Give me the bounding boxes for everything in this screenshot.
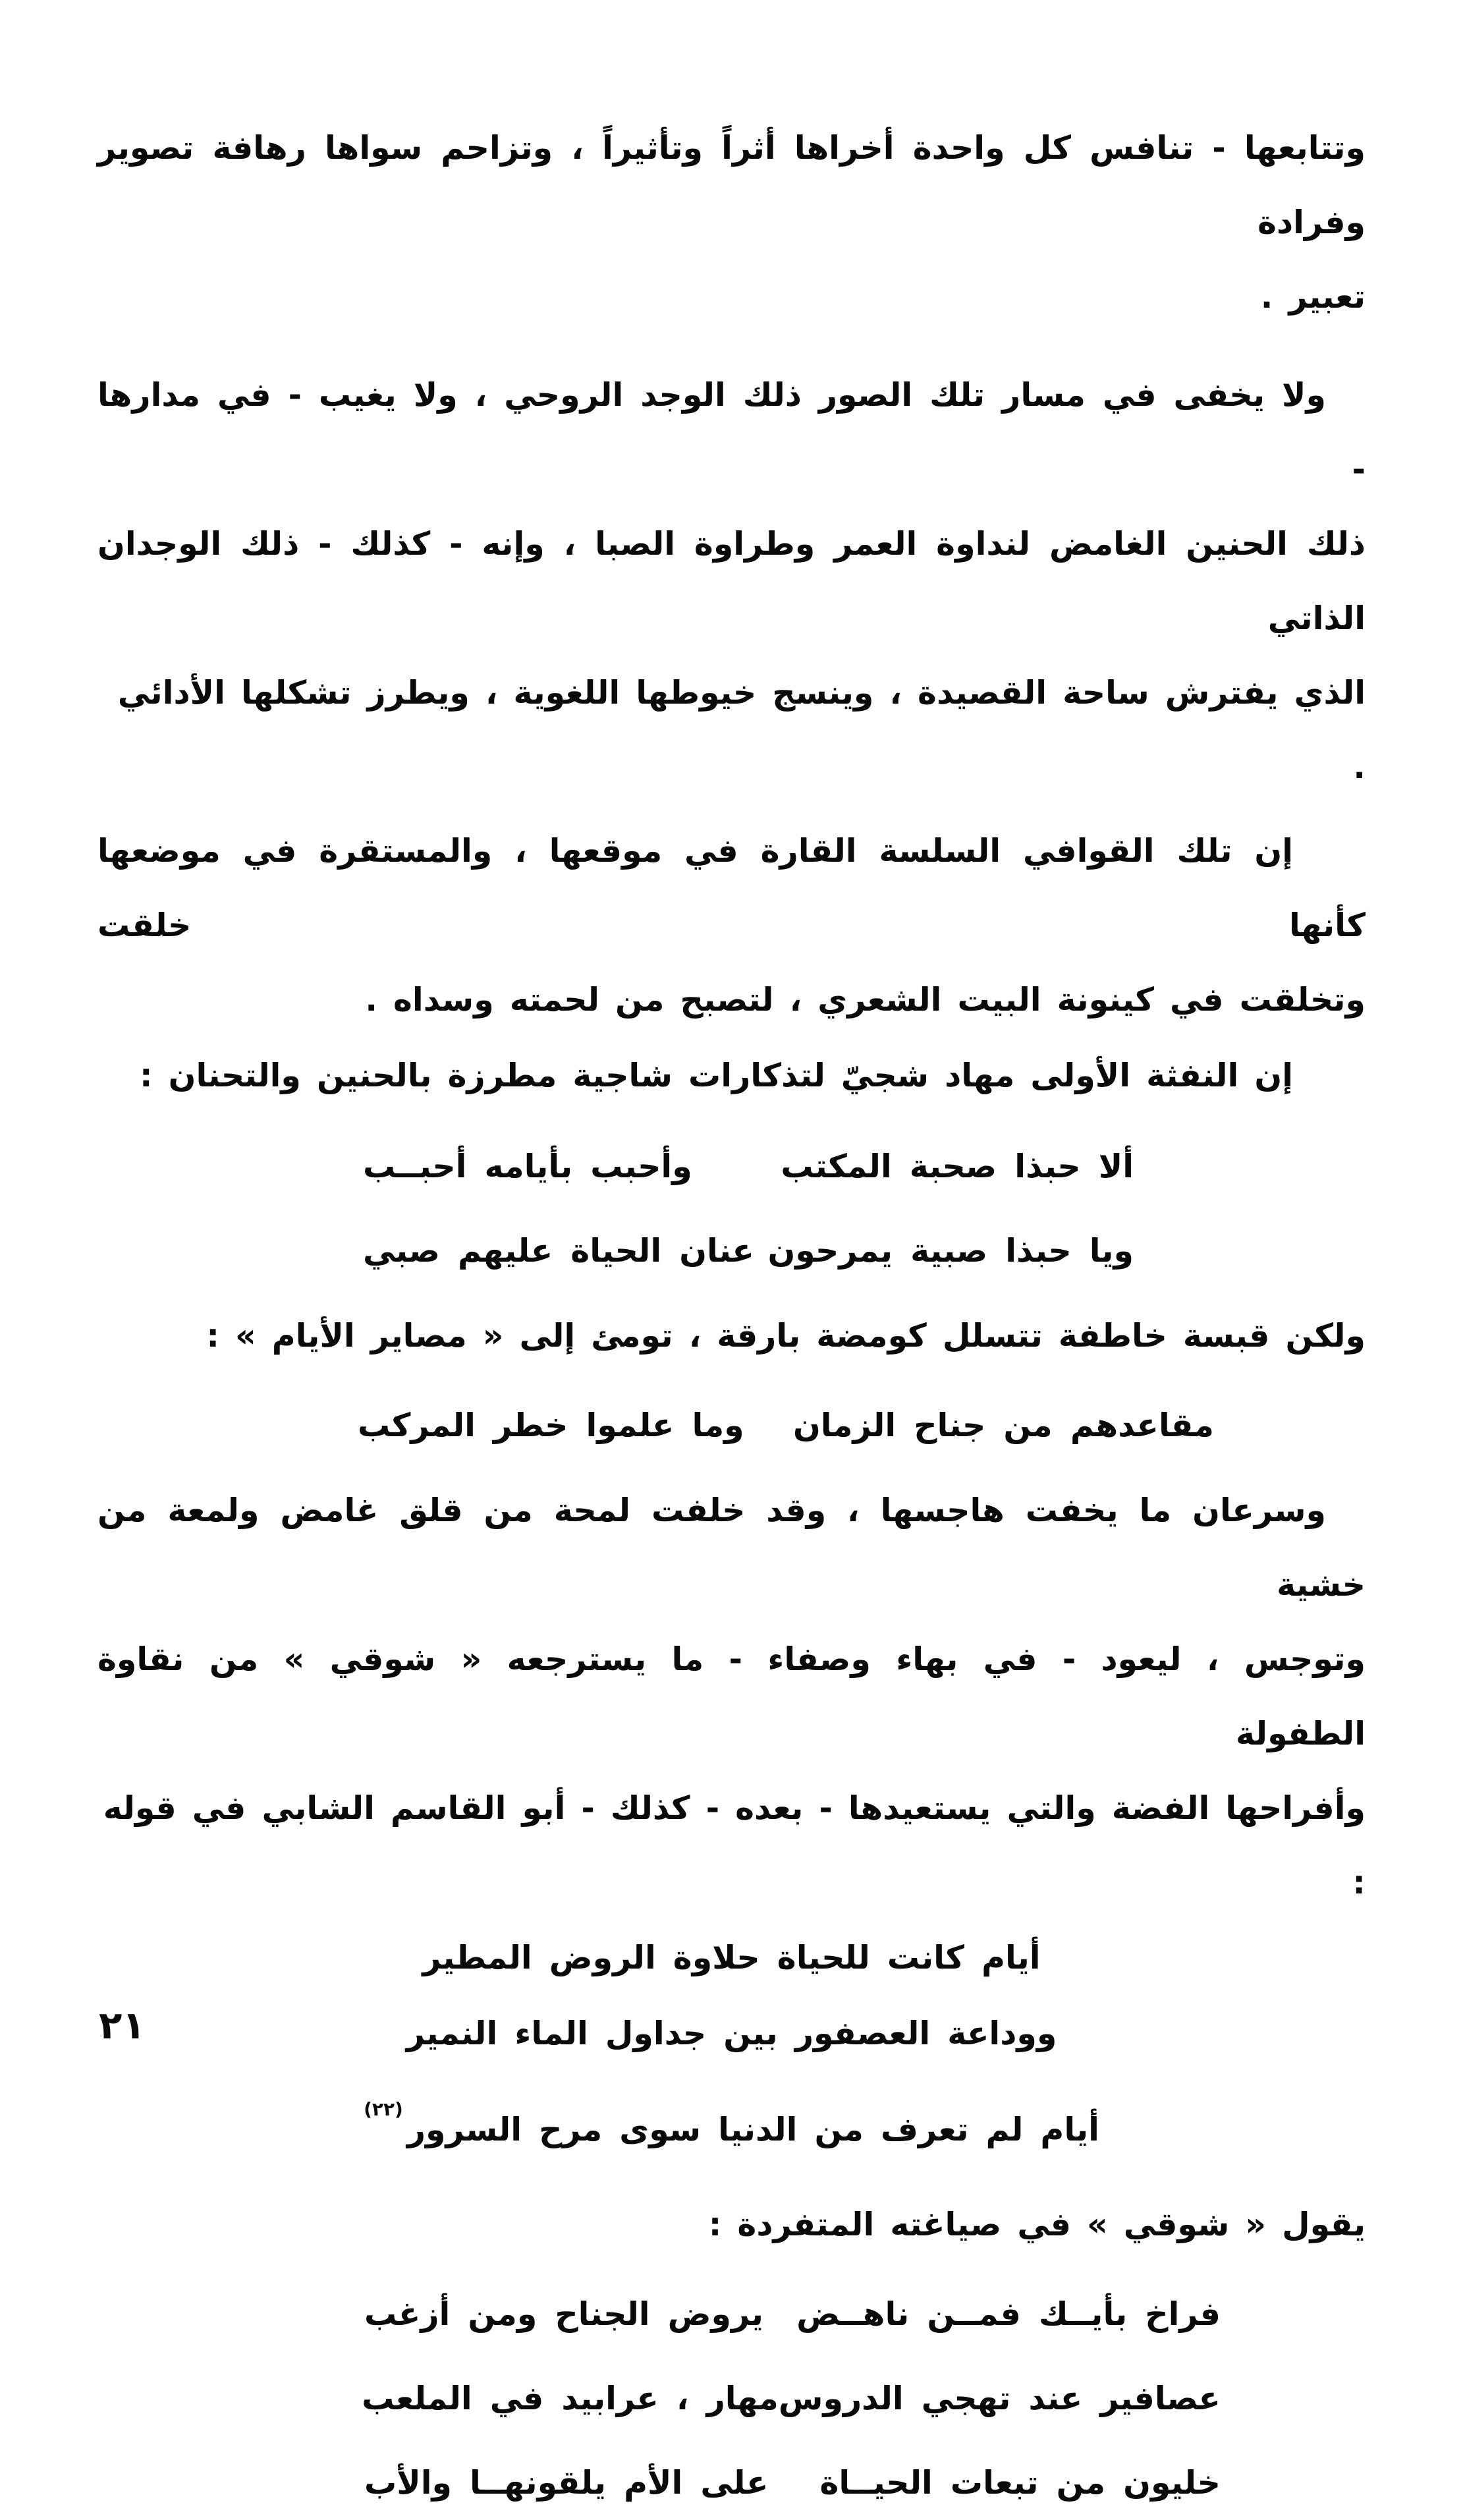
paragraph-line: يقول « شوقي » في صياغته المتفردة : <box>708 2206 1366 2243</box>
verse-row <box>358 1389 1214 1463</box>
shabbi-line <box>97 2071 1366 2168</box>
poem-shawqi-1 <box>363 1130 1134 1288</box>
poem-shawqi-2 <box>358 1389 1214 1463</box>
hemistich-right: مقاعدهم من جناح الزمان <box>792 1407 1214 1444</box>
hemistich-right: ويا حبذا صبية يمرحون <box>767 1232 1134 1270</box>
hemistich-left: مهار ، عرابيد في الملعب <box>362 2380 779 2417</box>
hemistich-left: على الأم يلقونهــا والأب <box>364 2464 769 2502</box>
verse-row <box>364 2446 1221 2520</box>
shabbi-line: أيام كانت للحياة حلاوة الروض المطير <box>422 1939 1041 1976</box>
paragraph-7 <box>97 2187 1366 2262</box>
footnote-marker: (٢٢) <box>364 2098 403 2120</box>
paragraph-4 <box>97 1038 1366 1113</box>
verse-row <box>364 2278 1221 2351</box>
verse-row <box>363 1130 1134 1204</box>
paragraph-line: ذلك الحنين الغامض لنداوة العمر وطراوة الصبا ، وإنه - كذلك - ذلك الوجدان الذاتي <box>97 525 1366 637</box>
hemistich-right: فراخ بأيــك فمــن ناهــض <box>796 2295 1221 2333</box>
paragraph-6 <box>97 1473 1366 1920</box>
hemistich-left: وأحبب بأيامه أحبــب <box>363 1148 692 1185</box>
hemistich-left: عنان الحياة عليهم صبي <box>363 1232 754 1270</box>
paragraph-line: ولكن قبسة خاطفة تتسلل كومضة بارقة ، تومئ إلى « مصاير الأيام » : <box>206 1317 1366 1355</box>
paragraph-line: وسرعان ما يخفت هاجسها ، وقد خلفت لمحة من قلق غامض ولمعة من خشية <box>97 1492 1366 1604</box>
hemistich-right: ألا حبذا صحبة المكتب <box>781 1148 1134 1185</box>
poem-shabbi <box>97 1920 1366 2168</box>
paragraph-line: وتخلقت في كينونة البيت الشعري ، لتصبح من لحمته وسداه . <box>365 981 1366 1019</box>
paragraph-line: تعبير . <box>1260 278 1366 316</box>
hemistich-left: وما علموا خطر المركب <box>358 1407 744 1444</box>
verse-row <box>364 2362 1221 2436</box>
paragraph-line: ولا يخفى في مسار تلك الصور ذلك الوجد الروحي ، ولا يغيب - في مدارها - <box>97 376 1366 488</box>
paragraph-3 <box>97 814 1366 1037</box>
paragraph-line: وتتابعها - تنافس كل واحدة أخراها أثراً وتأثيراً ، وتزاحم سواها رهافة تصوير وفرادة <box>97 129 1366 241</box>
hemistich-right: خليون من تبعات الحيــاة <box>819 2464 1221 2502</box>
paragraph-line: إن النفثة الأولى مهاد شجيّ لتذكارات شاجية مطرزة بالحنين والتحنان : <box>140 1057 1293 1094</box>
paragraph-1 <box>97 111 1366 334</box>
paragraph-5 <box>97 1299 1366 1373</box>
verse-row <box>363 1214 1134 1288</box>
hemistich-left: يروض الجناح ومن أزغب <box>364 2295 763 2333</box>
paragraph-line: وأفراحها الفضة والتي يستعيدها - بعده - كذلك - أبو القاسم الشابي في قوله : <box>103 1789 1366 1901</box>
poem-shawqi-3 <box>364 2278 1221 2520</box>
page-number: ٢١ <box>99 2003 146 2048</box>
paragraph-line: إن تلك القوافي السلسة القارة في موقعها ، والمستقرة في موضعها كأنها خلقت <box>97 832 1366 944</box>
shabbi-line-text: أيام لم تعرف من الدنيا سوى مرح السرور <box>406 2111 1099 2148</box>
shabbi-line: ووداعة العصفور بين جداول الماء النمير <box>406 2015 1057 2052</box>
hemistich-right: عصافير عند تهجي الدروس <box>778 2380 1221 2417</box>
paragraph-line: وتوجس ، ليعود - في بهاء وصفاء - ما يسترجعه « شوقي » من نقاوة الطفولة <box>97 1640 1366 1752</box>
paragraph-line: الذي يفترش ساحة القصيدة ، وينسج خيوطها اللغوية ، ويطرز تشكلها الأدائي . <box>117 674 1366 786</box>
paragraph-2 <box>97 358 1366 804</box>
